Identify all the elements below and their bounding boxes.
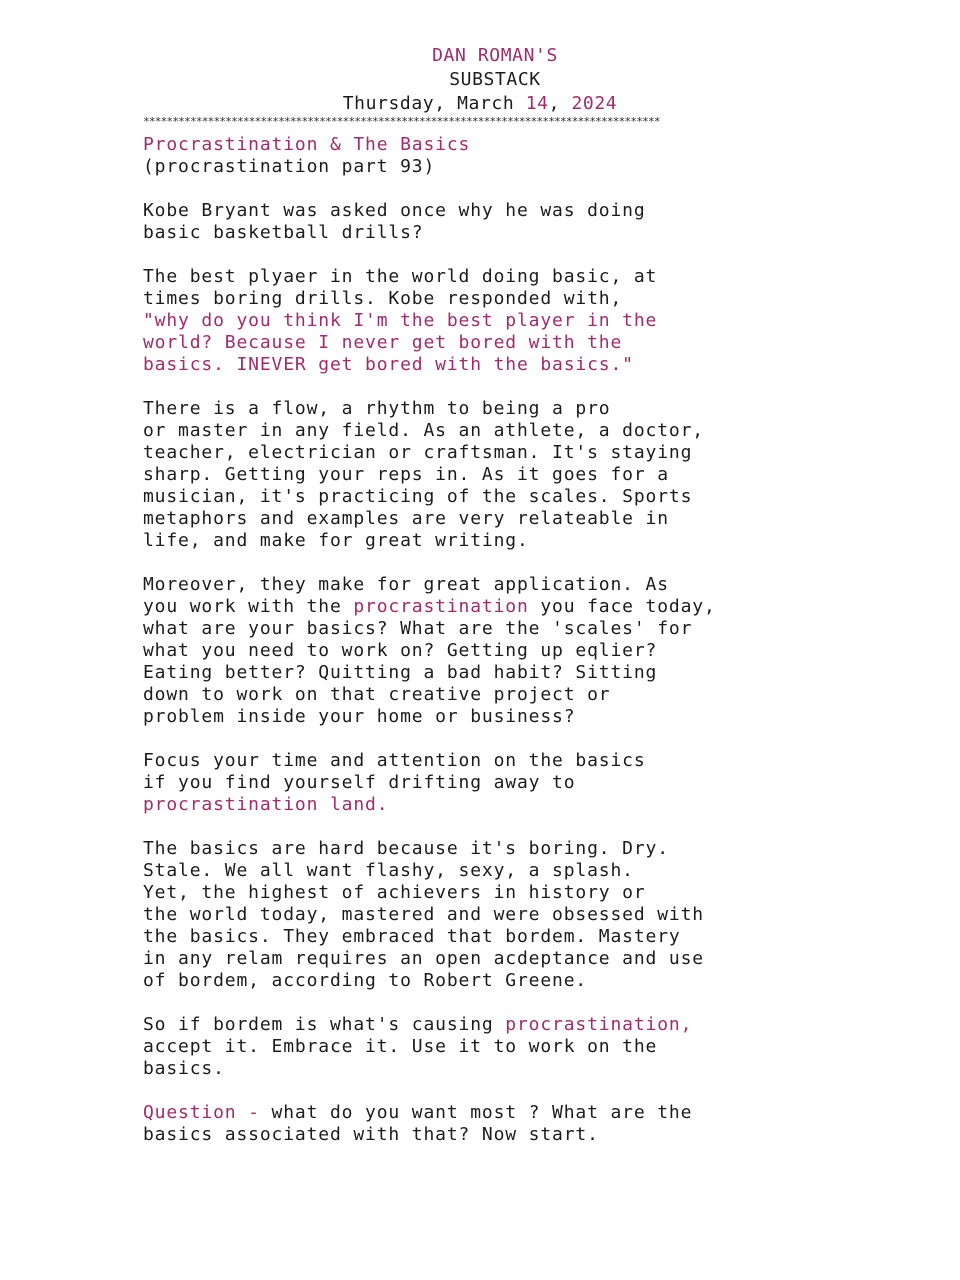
page-header xyxy=(0,44,960,116)
p4-text: you work with the xyxy=(143,596,354,617)
p1-line: basic basketball drills? xyxy=(143,222,424,243)
p4-line: Eating better? Quitting a bad habit? Sitting xyxy=(143,662,658,683)
p6-line: Stale. We all want flashy, sexy, a splash. xyxy=(143,860,634,881)
p1-line: Kobe Bryant was asked once why he was doing xyxy=(143,200,646,221)
kobe-quote-line: basics. INEVER get bored with the basics." xyxy=(143,354,634,375)
p8-line xyxy=(143,1102,843,1124)
p7-line: basics. xyxy=(143,1058,225,1079)
date-year: 2024 xyxy=(571,93,618,114)
paragraph-4 xyxy=(143,574,843,728)
p6-line: of bordem, according to Robert Greene. xyxy=(143,970,588,991)
paragraph-6 xyxy=(143,838,843,992)
p3-line: sharp. Getting your reps in. As it goes for a xyxy=(143,464,669,485)
paragraph-2 xyxy=(143,266,843,376)
date-day: 14 xyxy=(525,93,549,114)
p3-line: teacher, electrician or craftsman. It's staying xyxy=(143,442,693,463)
article-subtitle: (procrastination part 93) xyxy=(143,156,436,177)
date-separator: , xyxy=(548,93,572,114)
publication-name: SUBSTACK xyxy=(449,69,541,90)
p7-line xyxy=(143,1014,843,1036)
p3-line: or master in any field. As an athlete, a doctor, xyxy=(143,420,704,441)
post-date xyxy=(0,92,960,116)
p6-line: the world today, mastered and were obsessed with xyxy=(143,904,704,925)
p2-line: The best plyaer in the world doing basic, at xyxy=(143,266,658,287)
p4-line: what are your basics? What are the 'scales' for xyxy=(143,618,693,639)
p6-line: The basics are hard because it's boring. Dry. xyxy=(143,838,669,859)
p4-highlight: procrastination xyxy=(353,596,529,617)
p4-text: you face today, xyxy=(528,596,716,617)
article-body xyxy=(143,134,843,1168)
paragraph-7 xyxy=(143,1014,843,1080)
p4-line: down to work on that creative project or xyxy=(143,684,611,705)
p6-line: the basics. They embraced that bordem. Mastery xyxy=(143,926,681,947)
asterisk-divider: **************************************************************************************** xyxy=(143,115,660,128)
author-name: DAN ROMAN'S xyxy=(432,45,558,66)
p5-line: if you find yourself drifting away to xyxy=(143,772,576,793)
p4-line: problem inside your home or business? xyxy=(143,706,576,727)
p4-line: what you need to work on? Getting up eqlier? xyxy=(143,640,658,661)
kobe-quote-line: world? Because I never get bored with the xyxy=(143,332,623,353)
date-prefix: Thursday, March xyxy=(342,93,526,114)
p3-line: There is a flow, a rhythm to being a pro xyxy=(143,398,611,419)
paragraph-1 xyxy=(143,200,843,244)
p2-line: times boring drills. Kobe responded with, xyxy=(143,288,623,309)
p8-text: what do you want most ? What are the xyxy=(259,1102,693,1123)
paragraph-8 xyxy=(143,1102,843,1146)
kobe-quote-line: "why do you think I'm the best player in the xyxy=(143,310,658,331)
p4-line xyxy=(143,596,843,618)
p5-highlight: procrastination land. xyxy=(143,794,389,815)
title-block xyxy=(143,134,843,178)
p8-line: basics associated with that? Now start. xyxy=(143,1124,599,1145)
p6-line: Yet, the highest of achievers in history or xyxy=(143,882,646,903)
paragraph-3 xyxy=(143,398,843,552)
p6-line: in any relam requires an open acdeptance and use xyxy=(143,948,704,969)
p3-line: metaphors and examples are very relateable in xyxy=(143,508,669,529)
p4-line: Moreover, they make for great application. As xyxy=(143,574,669,595)
article-title: Procrastination & The Basics xyxy=(143,134,471,155)
p7-text: So if bordem is what's causing xyxy=(143,1014,506,1035)
p7-line: accept it. Embrace it. Use it to work on the xyxy=(143,1036,658,1057)
p3-line: musician, it's practicing of the scales. Sports xyxy=(143,486,693,507)
p5-line: Focus your time and attention on the basics xyxy=(143,750,646,771)
p3-line: life, and make for great writing. xyxy=(143,530,529,551)
question-label: Question - xyxy=(143,1102,260,1123)
paragraph-5 xyxy=(143,750,843,816)
p7-highlight: procrastination, xyxy=(505,1014,693,1035)
